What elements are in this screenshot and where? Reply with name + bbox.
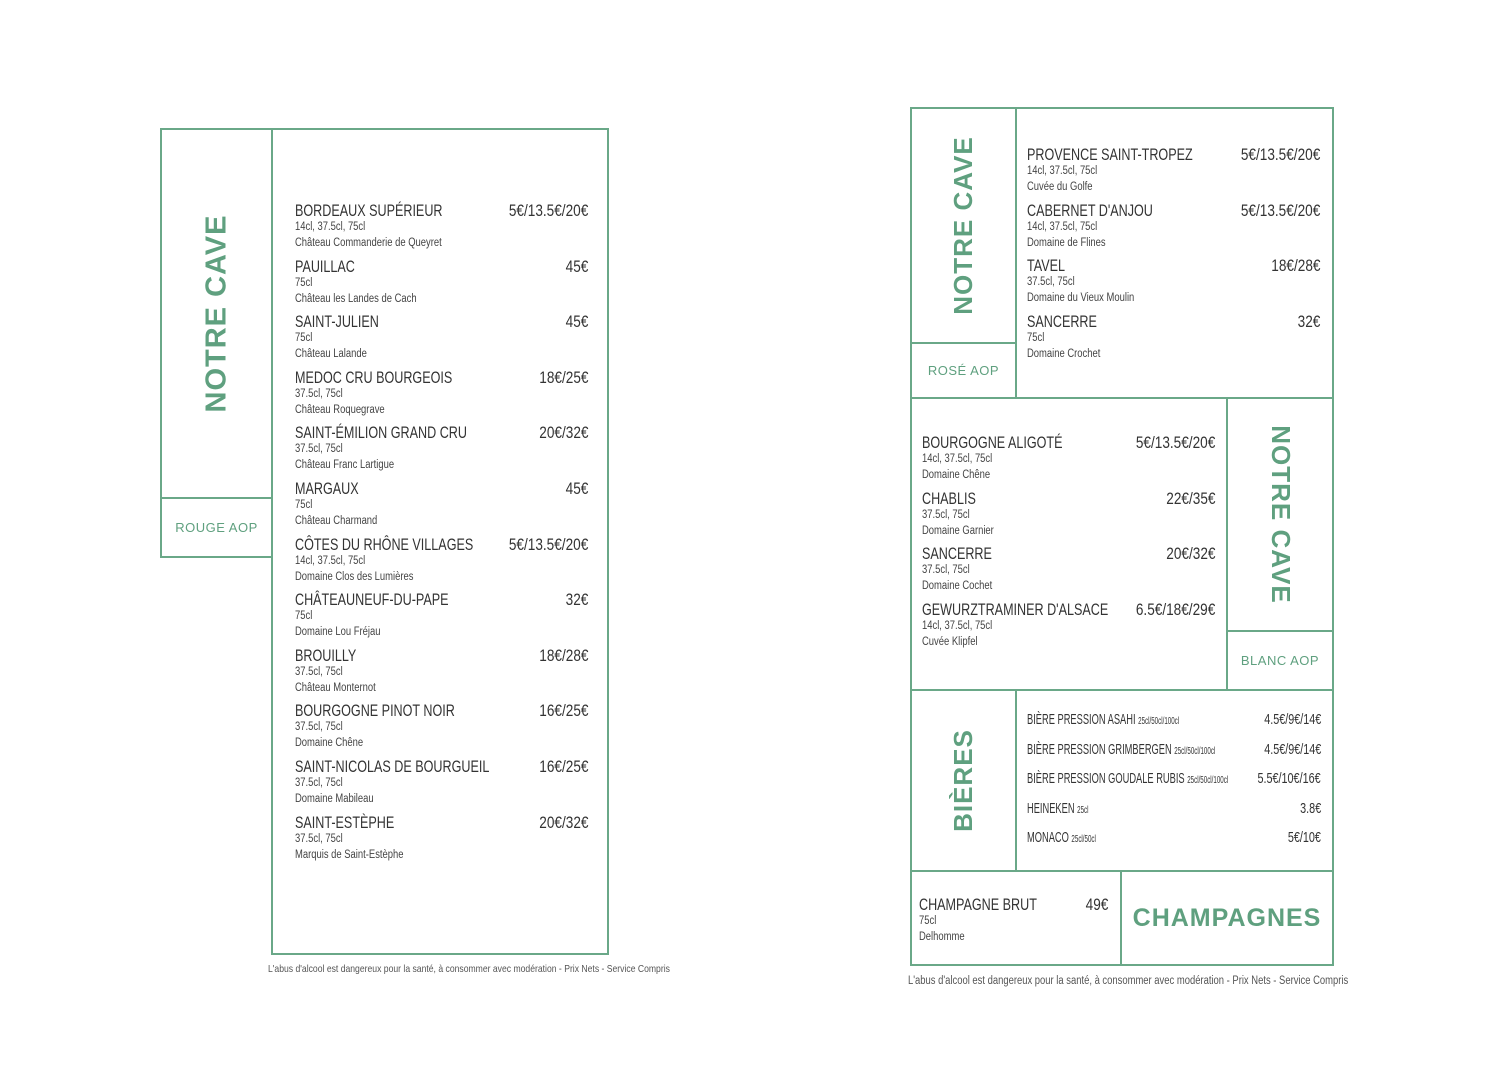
- wine-price: 18€/25€: [538, 367, 588, 387]
- wine-name: SAINT-ESTÈPHE: [295, 812, 395, 832]
- wine-item: [922, 544, 1215, 600]
- wine-name: BOURGOGNE PINOT NOIR: [295, 701, 455, 721]
- wine-price: 20€/32€: [1165, 544, 1215, 563]
- wine-producer: Domaine Chêne: [295, 737, 364, 750]
- wine-producer: Domaine Lou Fréjau: [295, 626, 381, 639]
- beer-name: MONACO 25cl/50cl: [1027, 829, 1096, 846]
- wine-item: [1027, 145, 1320, 201]
- wine-producer: Delhomme: [919, 931, 965, 943]
- wine-name: BROUILLY: [295, 645, 357, 665]
- beer-price: 5€/10€: [1287, 829, 1321, 846]
- wine-producer: Cuvée du Golfe: [1027, 181, 1093, 193]
- wine-price: 22€/35€: [1165, 488, 1215, 508]
- wine-producer: Château Monternot: [295, 681, 376, 694]
- wine-price: 5€/13.5€/20€: [508, 534, 588, 554]
- beer-name: BIÈRE PRESSION ASAHI 25cl/50cl/100cl: [1027, 711, 1180, 728]
- wine-producer: Domaine Clos des Lumières: [295, 570, 414, 583]
- wine-sizes: 75cl: [295, 499, 313, 511]
- wine-sizes: 14cl, 37.5cl, 75cl: [922, 453, 993, 465]
- category-label-blanc: BLANC AOP: [1240, 653, 1320, 668]
- wine-sizes: 37.5cl, 75cl: [922, 508, 970, 521]
- wine-item: [295, 813, 588, 869]
- beer-sizes: 25cl: [1077, 804, 1089, 816]
- wine-sizes: 75cl: [295, 276, 313, 289]
- beer-name: HEINEKEN 25cl: [1027, 799, 1089, 817]
- beer-sizes: 25cl/50cl/100cl: [1187, 775, 1229, 786]
- wine-item: [295, 479, 588, 535]
- wine-price: 32€: [565, 590, 588, 610]
- rose-section-title: [910, 107, 1017, 344]
- wine-name: BOURGOGNE ALIGOTÉ: [922, 433, 1063, 452]
- wine-producer: Château Commanderie de Queyret: [295, 237, 442, 249]
- category-label-rose: ROSÉ AOP: [927, 363, 1000, 378]
- wine-name: SANCERRE: [922, 544, 992, 563]
- wine-sizes: 37.5cl, 75cl: [295, 832, 343, 845]
- footer-disclaimer: L'abus d'alcool est dangereux pour la santé, à consommer avec modération - Prix Nets - Service Compris: [268, 963, 670, 975]
- wine-price: 45€: [565, 479, 588, 498]
- wine-name: CABERNET D'ANJOU: [1027, 200, 1153, 220]
- wine-name: SAINT-NICOLAS DE BOURGUEIL: [295, 757, 490, 776]
- beer-sizes: 25cl/50cl: [1071, 834, 1096, 845]
- wine-sizes: 14cl, 37.5cl, 75cl: [922, 619, 993, 632]
- section-title-text: BIÈRES: [948, 729, 978, 832]
- wine-name: PROVENCE SAINT-TROPEZ: [1027, 145, 1193, 164]
- wine-price: 6.5€/18€/29€: [1135, 599, 1215, 619]
- bieres-section-title: [910, 689, 1017, 872]
- section-title-text: NOTRE CAVE: [200, 214, 233, 413]
- wine-item: [295, 701, 588, 757]
- wine-sizes: 14cl, 37.5cl, 75cl: [295, 554, 366, 567]
- wine-producer: Château les Landes de Cach: [295, 292, 417, 305]
- wine-sizes: 37.5cl, 75cl: [295, 777, 343, 789]
- beer-item: [1027, 829, 1321, 849]
- wine-producer: Cuvée Klipfel: [922, 635, 978, 648]
- wine-name: MEDOC CRU BOURGEOIS: [295, 367, 453, 387]
- wine-item: [295, 257, 588, 313]
- wine-sizes: 37.5cl, 75cl: [295, 387, 343, 400]
- wine-item: [295, 590, 588, 646]
- blanc-section-title: [1226, 397, 1334, 632]
- wine-name: PAUILLAC: [295, 256, 355, 276]
- section-title-text: CHAMPAGNES: [1132, 903, 1322, 932]
- section-title-text: NOTRE CAVE: [948, 136, 978, 315]
- wine-sizes: 37.5cl, 75cl: [295, 665, 343, 678]
- wine-item: [295, 646, 588, 702]
- left-section-title: [160, 128, 273, 499]
- footer-disclaimer: L'abus d'alcool est dangereux pour la santé, à consommer avec modération - Prix Nets - Service Compris: [908, 975, 1349, 987]
- wine-sizes: 75cl: [295, 332, 313, 345]
- wine-price: 5€/13.5€/20€: [1135, 433, 1215, 452]
- wine-item: [295, 312, 588, 368]
- wine-name: CHAMPAGNE BRUT: [919, 895, 1037, 914]
- beer-name: BIÈRE PRESSION GRIMBERGEN 25cl/50cl/100cl: [1027, 740, 1216, 758]
- wine-producer: Domaine Garnier: [922, 524, 994, 537]
- wine-price: 45€: [565, 256, 588, 276]
- wine-producer: Château Lalande: [295, 348, 367, 361]
- beer-item: [1027, 741, 1321, 761]
- wine-producer: Château Franc Lartigue: [295, 459, 395, 472]
- wine-name: BORDEAUX SUPÉRIEUR: [295, 201, 443, 220]
- section-title-text: NOTRE CAVE: [1265, 425, 1296, 604]
- category-label-rouge: ROUGE AOP: [175, 520, 258, 535]
- wine-producer: Domaine Cochet: [922, 580, 993, 592]
- wine-name: CHABLIS: [922, 488, 976, 508]
- beer-sizes: 25cl/50cl/100cl: [1138, 716, 1180, 727]
- beer-price: 3.8€: [1299, 799, 1321, 817]
- wine-sizes: 75cl: [1027, 331, 1045, 344]
- wine-item: [1027, 312, 1320, 368]
- wine-sizes: 14cl, 37.5cl, 75cl: [1027, 165, 1098, 177]
- wine-name: GEWURZTRAMINER D'ALSACE: [922, 599, 1109, 619]
- wine-producer: Château Roquegrave: [295, 403, 385, 416]
- wine-price: 32€: [1297, 311, 1320, 331]
- wine-name: TAVEL: [1027, 256, 1065, 275]
- wine-name: CHÂTEAUNEUF-DU-PAPE: [295, 590, 449, 610]
- champagnes-section-title: [1120, 870, 1334, 966]
- wine-producer: Domaine Mabileau: [295, 793, 374, 805]
- beer-item: [1027, 711, 1321, 731]
- wine-price: 49€: [1085, 895, 1108, 914]
- wine-item: [1027, 256, 1320, 312]
- wine-item: [295, 423, 588, 479]
- beer-item: [1027, 770, 1321, 790]
- wine-name: SAINT-ÉMILION GRAND CRU: [295, 423, 467, 443]
- beer-price: 4.5€/9€/14€: [1263, 740, 1321, 758]
- wine-sizes: 37.5cl, 75cl: [295, 443, 343, 456]
- wine-item: [295, 757, 588, 813]
- wine-sizes: 14cl, 37.5cl, 75cl: [295, 221, 366, 233]
- wine-price: 20€/32€: [538, 423, 588, 443]
- beer-price: 4.5€/9€/14€: [1263, 711, 1321, 728]
- wine-producer: Château Charmand: [295, 515, 378, 527]
- wine-sizes: 14cl, 37.5cl, 75cl: [1027, 220, 1098, 233]
- wine-producer: Domaine de Flines: [1027, 236, 1106, 249]
- wine-producer: Domaine Crochet: [1027, 347, 1101, 360]
- wine-name: MARGAUX: [295, 479, 359, 498]
- wine-price: 18€/28€: [1270, 256, 1320, 275]
- beer-price: 5.5€/10€/16€: [1257, 770, 1321, 787]
- wine-price: 5€/13.5€/20€: [1240, 200, 1320, 220]
- wine-item: [922, 433, 1215, 489]
- wine-item: [922, 489, 1215, 545]
- beer-name: BIÈRE PRESSION GOUDALE RUBIS 25cl/50cl/100cl: [1027, 770, 1229, 787]
- wine-producer: Marquis de Saint-Estèphe: [295, 848, 404, 861]
- wine-sizes: 37.5cl, 75cl: [922, 564, 970, 576]
- wine-price: 16€/25€: [538, 701, 588, 721]
- wine-item: [295, 368, 588, 424]
- wine-name: SANCERRE: [1027, 311, 1097, 331]
- wine-name: SAINT-JULIEN: [295, 312, 379, 332]
- wine-producer: Domaine Chêne: [922, 469, 991, 481]
- wine-price: 16€/25€: [538, 757, 588, 776]
- wine-price: 20€/32€: [538, 812, 588, 832]
- beer-item: [1027, 800, 1321, 820]
- wine-sizes: 75cl: [919, 915, 937, 927]
- wine-price: 18€/28€: [538, 645, 588, 665]
- wine-price: 5€/13.5€/20€: [508, 201, 588, 220]
- wine-name: CÔTES DU RHÔNE VILLAGES: [295, 534, 474, 554]
- wine-sizes: 37.5cl, 75cl: [295, 721, 343, 734]
- wine-item: [295, 201, 588, 257]
- beer-sizes: 25cl/50cl/100cl: [1174, 745, 1216, 757]
- wine-item: [295, 535, 588, 591]
- wine-item: [919, 895, 1108, 951]
- wine-sizes: 37.5cl, 75cl: [1027, 276, 1075, 288]
- wine-price: 5€/13.5€/20€: [1240, 145, 1320, 164]
- wine-price: 45€: [565, 312, 588, 332]
- wine-sizes: 75cl: [295, 610, 313, 623]
- wine-producer: Domaine du Vieux Moulin: [1027, 292, 1135, 304]
- wine-item: [922, 600, 1215, 656]
- wine-item: [1027, 201, 1320, 257]
